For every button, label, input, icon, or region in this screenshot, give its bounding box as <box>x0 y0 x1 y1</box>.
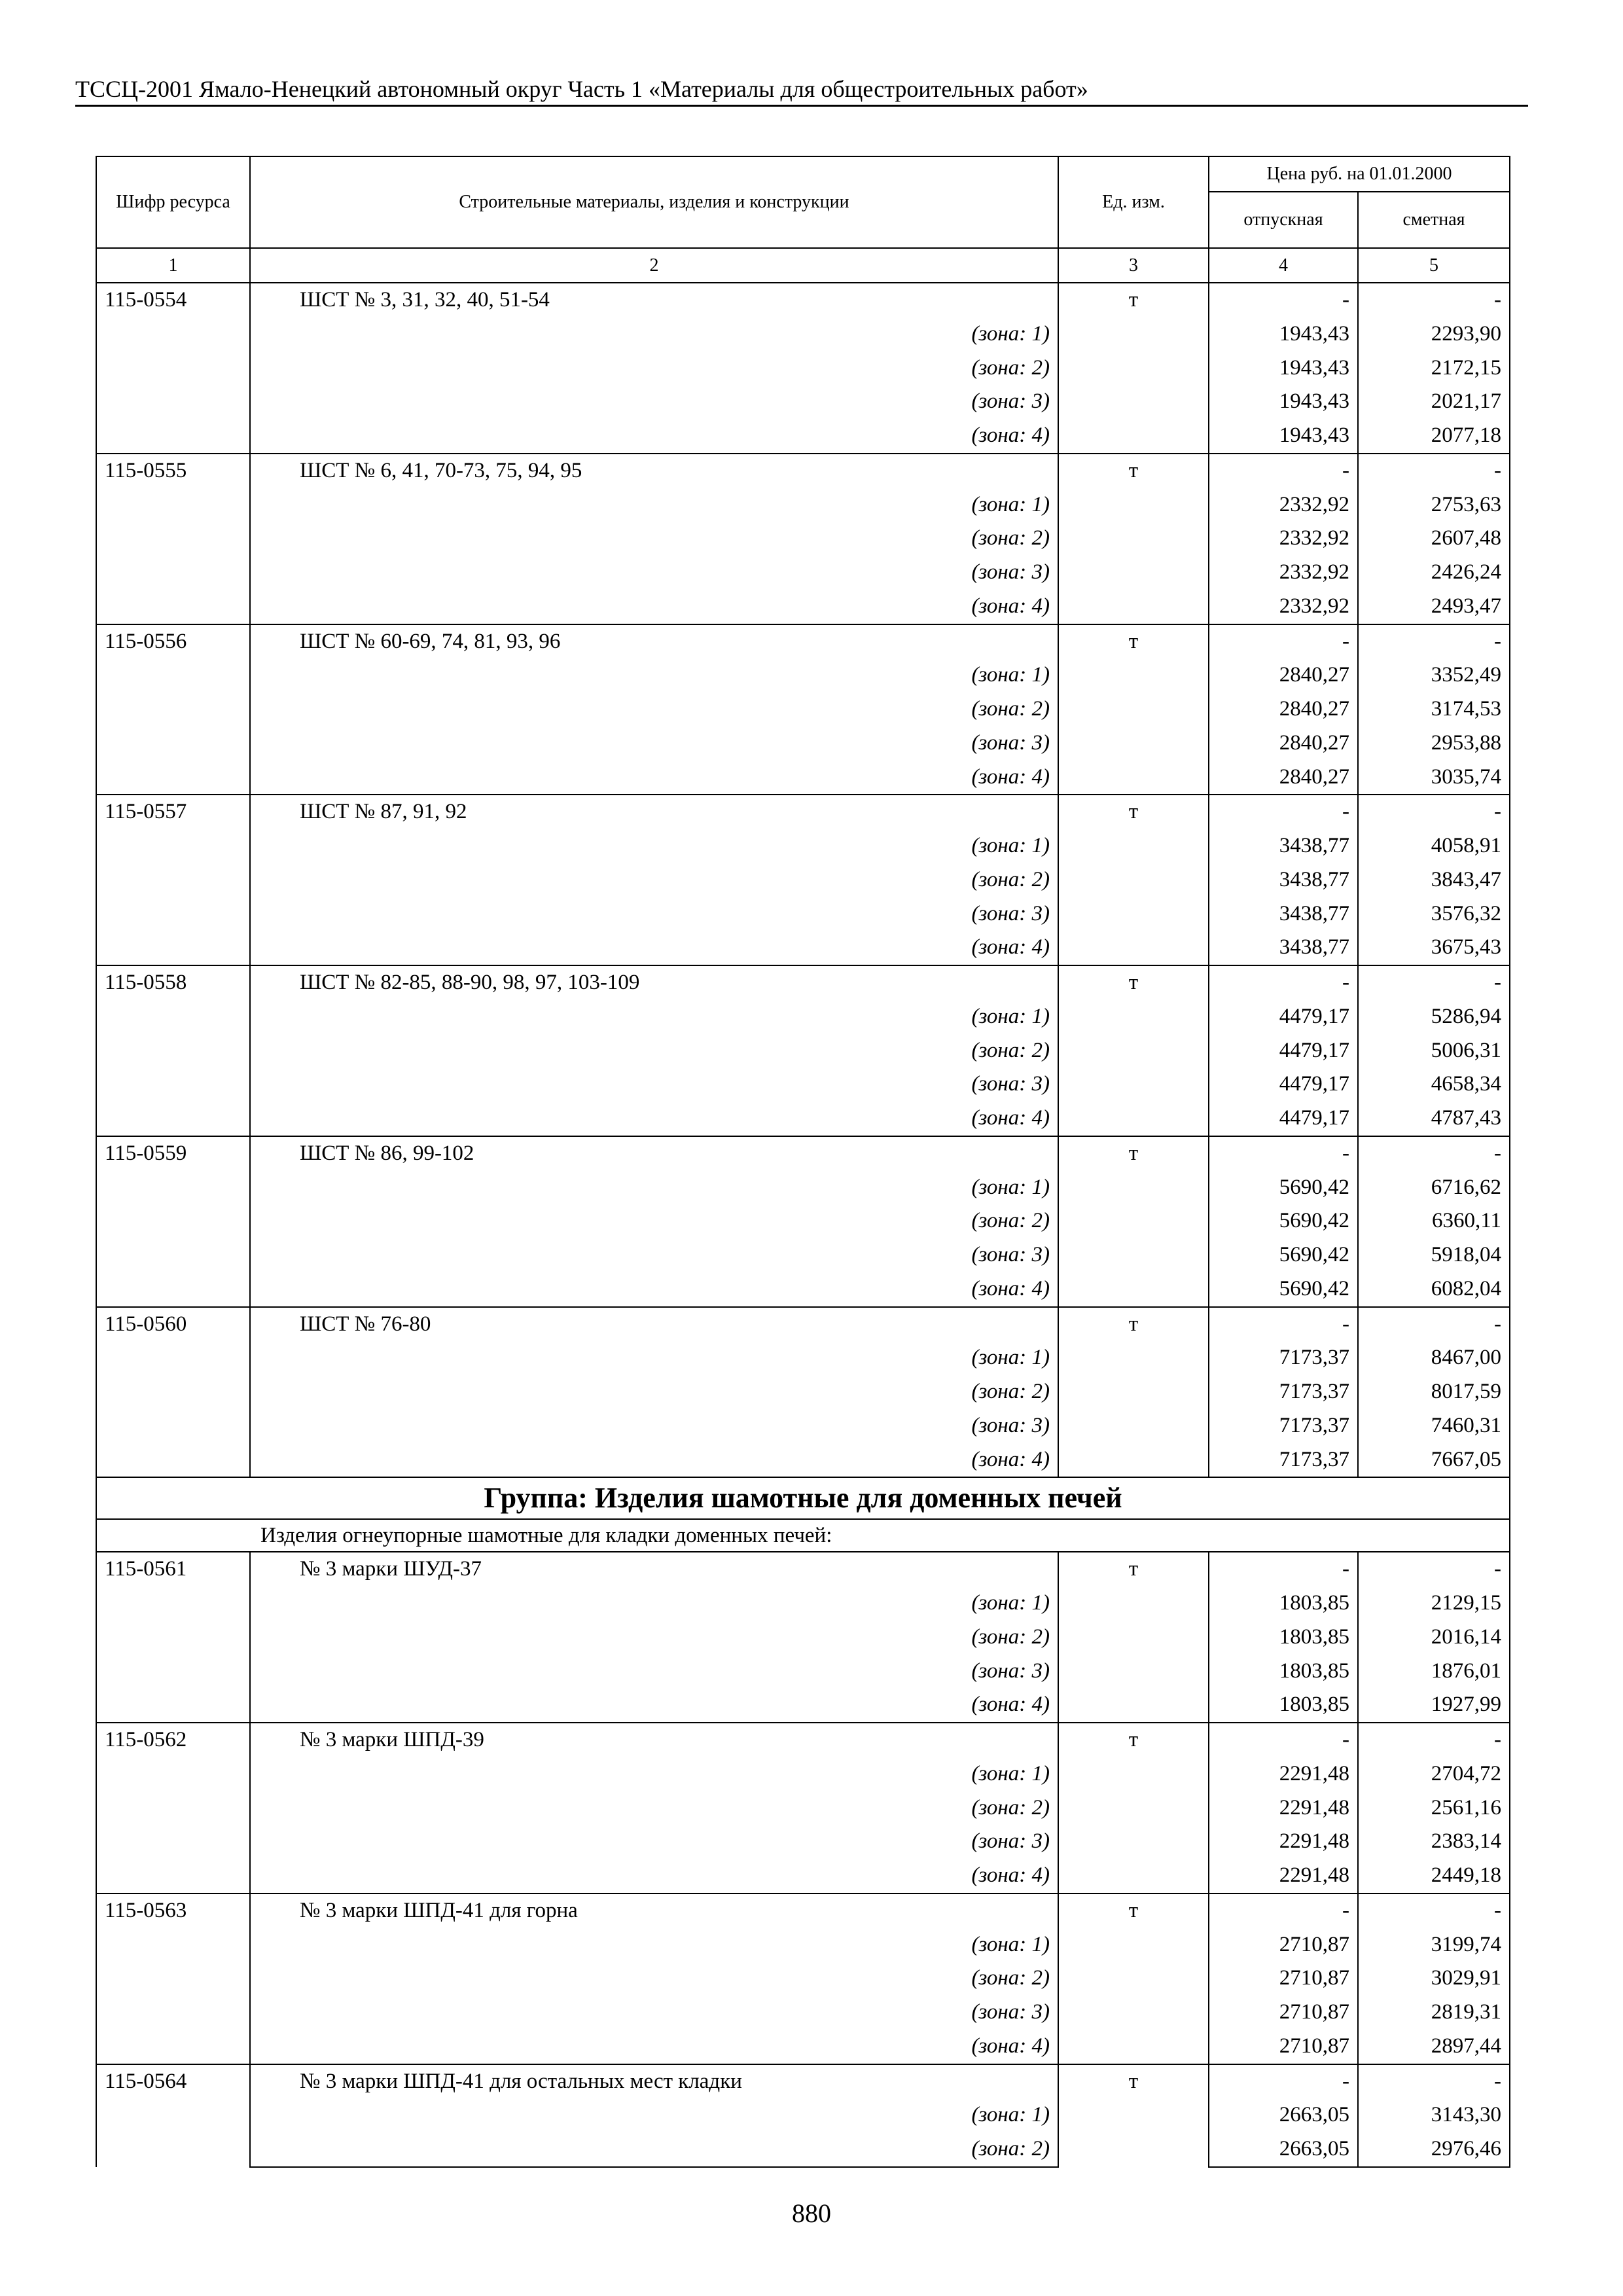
group-heading-row <box>96 1477 1510 1519</box>
resource-unit: т <box>1058 1893 1209 2064</box>
release-price: - <box>1209 1893 1358 1928</box>
header-name: Строительные материалы, изделия и конструкции <box>250 156 1058 248</box>
column-number-row <box>96 248 1510 283</box>
estimate-price: 6716,62 <box>1358 1171 1510 1205</box>
estimate-price: - <box>1358 1723 1510 1757</box>
release-price: 7173,37 <box>1209 1341 1358 1375</box>
estimate-price: - <box>1358 283 1510 317</box>
zone-row <box>96 419 1510 454</box>
resource-unit: т <box>1058 283 1209 454</box>
estimate-price: 7460,31 <box>1358 1409 1510 1443</box>
zone-label: (зона: 1) <box>250 488 1058 522</box>
estimate-price: - <box>1358 1136 1510 1171</box>
zone-row <box>96 931 1510 965</box>
release-price: 7173,37 <box>1209 1375 1358 1409</box>
release-price: 7173,37 <box>1209 1443 1358 1478</box>
resource-name: № 3 марки ШПД-39 <box>250 1723 1058 1757</box>
release-price: 2710,87 <box>1209 1996 1358 2030</box>
release-price: 5690,42 <box>1209 1204 1358 1238</box>
column-number: 3 <box>1058 248 1209 283</box>
zone-label: (зона: 3) <box>250 1067 1058 1102</box>
resource-row <box>96 624 1510 659</box>
release-price: - <box>1209 1136 1358 1171</box>
zone-label: (зона: 1) <box>250 1928 1058 1962</box>
estimate-price: 4658,34 <box>1358 1067 1510 1102</box>
zone-label: (зона: 1) <box>250 1587 1058 1621</box>
release-price: 3438,77 <box>1209 897 1358 931</box>
subheading: Изделия огнеупорные шамотные для кладки доменных печей: <box>96 1519 1510 1552</box>
zone-label: (зона: 4) <box>250 2030 1058 2064</box>
estimate-price: 2016,14 <box>1358 1621 1510 1655</box>
zone-label: (зона: 2) <box>250 1962 1058 1996</box>
release-price: 2840,27 <box>1209 761 1358 795</box>
resource-name: № 3 марки ШПД-41 для горна <box>250 1893 1058 1928</box>
estimate-price: 2607,48 <box>1358 522 1510 556</box>
release-price: 2332,92 <box>1209 488 1358 522</box>
resource-row <box>96 1552 1510 1587</box>
zone-row <box>96 1587 1510 1621</box>
zone-label: (зона: 2) <box>250 1621 1058 1655</box>
column-number: 5 <box>1358 248 1510 283</box>
header-estimate-price: сметная <box>1358 192 1510 248</box>
column-number: 1 <box>96 248 250 283</box>
estimate-price: 2172,15 <box>1358 351 1510 386</box>
resource-code: 115-0563 <box>96 1893 250 2064</box>
zone-row <box>96 1102 1510 1136</box>
zone-label: (зона: 2) <box>250 1034 1058 1068</box>
estimate-price: 2129,15 <box>1358 1587 1510 1621</box>
release-price: 3438,77 <box>1209 863 1358 897</box>
estimate-price: 5918,04 <box>1358 1238 1510 1272</box>
release-price: 1803,85 <box>1209 1587 1358 1621</box>
estimate-price: 2426,24 <box>1358 556 1510 590</box>
release-price: 1803,85 <box>1209 1621 1358 1655</box>
zone-row <box>96 1655 1510 1689</box>
release-price: 2291,48 <box>1209 1825 1358 1859</box>
zone-row <box>96 522 1510 556</box>
release-price: 1943,43 <box>1209 419 1358 454</box>
header-rule <box>75 105 1528 107</box>
resource-code: 115-0557 <box>96 795 250 965</box>
zone-label: (зона: 1) <box>250 2098 1058 2132</box>
release-price: 1943,43 <box>1209 351 1358 386</box>
release-price: 2710,87 <box>1209 1928 1358 1962</box>
estimate-price: 2493,47 <box>1358 590 1510 624</box>
estimate-price: 7667,05 <box>1358 1443 1510 1478</box>
release-price: 2840,27 <box>1209 658 1358 692</box>
estimate-price: 2077,18 <box>1358 419 1510 454</box>
estimate-price: 2819,31 <box>1358 1996 1510 2030</box>
column-number: 2 <box>250 248 1058 283</box>
resource-unit: т <box>1058 1307 1209 1478</box>
estimate-price: 3199,74 <box>1358 1928 1510 1962</box>
estimate-price: 2976,46 <box>1358 2132 1510 2167</box>
zone-row <box>96 1859 1510 1893</box>
zone-row <box>96 1688 1510 1723</box>
estimate-price: - <box>1358 624 1510 659</box>
release-price: 2291,48 <box>1209 1859 1358 1893</box>
estimate-price: 1927,99 <box>1358 1688 1510 1723</box>
resource-row <box>96 795 1510 829</box>
estimate-price: 2953,88 <box>1358 726 1510 761</box>
resource-code: 115-0554 <box>96 283 250 454</box>
zone-label: (зона: 4) <box>250 1272 1058 1307</box>
release-price: 1943,43 <box>1209 317 1358 351</box>
resource-code: 115-0562 <box>96 1723 250 1893</box>
zone-row <box>96 863 1510 897</box>
release-price: 2710,87 <box>1209 2030 1358 2064</box>
zone-row <box>96 1341 1510 1375</box>
resource-unit: т <box>1058 1723 1209 1893</box>
zone-label: (зона: 4) <box>250 419 1058 454</box>
zone-row <box>96 488 1510 522</box>
resource-row <box>96 965 1510 1000</box>
estimate-price: 3843,47 <box>1358 863 1510 897</box>
estimate-price: 3029,91 <box>1358 1962 1510 1996</box>
zone-label: (зона: 3) <box>250 1409 1058 1443</box>
resource-code: 115-0558 <box>96 965 250 1136</box>
resource-unit: т <box>1058 965 1209 1136</box>
zone-row <box>96 1000 1510 1034</box>
zone-label: (зона: 2) <box>250 2132 1058 2167</box>
zone-row <box>96 1962 1510 1996</box>
zone-row <box>96 556 1510 590</box>
header-unit: Ед. изм. <box>1058 156 1209 248</box>
estimate-price: 3174,53 <box>1358 692 1510 726</box>
header-release-price: отпускная <box>1209 192 1358 248</box>
zone-label: (зона: 4) <box>250 1102 1058 1136</box>
release-price: 2291,48 <box>1209 1791 1358 1825</box>
resource-row <box>96 1307 1510 1342</box>
zone-label: (зона: 1) <box>250 658 1058 692</box>
zone-label: (зона: 4) <box>250 1443 1058 1478</box>
zone-row <box>96 2098 1510 2132</box>
zone-label: (зона: 2) <box>250 863 1058 897</box>
zone-row <box>96 1375 1510 1409</box>
header-code: Шифр ресурса <box>96 156 250 248</box>
estimate-price: 3576,32 <box>1358 897 1510 931</box>
release-price: 5690,42 <box>1209 1171 1358 1205</box>
zone-row <box>96 2132 1510 2167</box>
zone-label: (зона: 3) <box>250 1825 1058 1859</box>
resource-unit: т <box>1058 795 1209 965</box>
zone-row <box>96 658 1510 692</box>
estimate-price: 3035,74 <box>1358 761 1510 795</box>
release-price: - <box>1209 1552 1358 1587</box>
zone-label: (зона: 1) <box>250 1757 1058 1791</box>
resource-name: ШСТ № 82-85, 88-90, 98, 97, 103-109 <box>250 965 1058 1000</box>
estimate-price: 2449,18 <box>1358 1859 1510 1893</box>
resource-code: 115-0560 <box>96 1307 250 1478</box>
zone-row <box>96 1791 1510 1825</box>
header-price-group: Цена руб. на 01.01.2000 <box>1209 156 1510 192</box>
zone-row <box>96 1238 1510 1272</box>
release-price: 4479,17 <box>1209 1067 1358 1102</box>
zone-label: (зона: 2) <box>250 692 1058 726</box>
release-price: 2663,05 <box>1209 2132 1358 2167</box>
zone-label: (зона: 4) <box>250 931 1058 965</box>
estimate-price: 6082,04 <box>1358 1272 1510 1307</box>
zone-label: (зона: 1) <box>250 829 1058 863</box>
resource-name: № 3 марки ШУД-37 <box>250 1552 1058 1587</box>
zone-label: (зона: 3) <box>250 1996 1058 2030</box>
resource-code: 115-0555 <box>96 454 250 624</box>
estimate-price: 2021,17 <box>1358 385 1510 419</box>
estimate-price: - <box>1358 965 1510 1000</box>
zone-label: (зона: 4) <box>250 1688 1058 1723</box>
estimate-price: - <box>1358 1552 1510 1587</box>
release-price: 2332,92 <box>1209 590 1358 624</box>
document-header-title: ТССЦ-2001 Ямало-Ненецкий автономный округ Часть 1 «Материалы для общестроительных работ» <box>75 76 1088 102</box>
release-price: 2840,27 <box>1209 726 1358 761</box>
resource-unit: т <box>1058 1136 1209 1307</box>
resource-unit: т <box>1058 1552 1209 1723</box>
release-price: 2291,48 <box>1209 1757 1358 1791</box>
resource-name: ШСТ № 6, 41, 70-73, 75, 94, 95 <box>250 454 1058 488</box>
estimate-price: 3675,43 <box>1358 931 1510 965</box>
resource-row <box>96 283 1510 317</box>
resource-name: ШСТ № 86, 99-102 <box>250 1136 1058 1171</box>
resource-code: 115-0564 <box>96 2064 250 2167</box>
resource-row <box>96 454 1510 488</box>
zone-label: (зона: 1) <box>250 317 1058 351</box>
zone-label: (зона: 1) <box>250 1341 1058 1375</box>
estimate-price: 2383,14 <box>1358 1825 1510 1859</box>
estimate-price: 2897,44 <box>1358 2030 1510 2064</box>
zone-row <box>96 761 1510 795</box>
resource-unit: т <box>1058 454 1209 624</box>
zone-row <box>96 1928 1510 1962</box>
resource-row <box>96 1136 1510 1171</box>
zone-row <box>96 726 1510 761</box>
release-price: 2332,92 <box>1209 556 1358 590</box>
zone-label: (зона: 3) <box>250 726 1058 761</box>
zone-row <box>96 897 1510 931</box>
zone-label: (зона: 2) <box>250 1204 1058 1238</box>
release-price: 5690,42 <box>1209 1272 1358 1307</box>
release-price: 2332,92 <box>1209 522 1358 556</box>
zone-label: (зона: 4) <box>250 1859 1058 1893</box>
release-price: - <box>1209 283 1358 317</box>
zone-row <box>96 1034 1510 1068</box>
release-price: 4479,17 <box>1209 1000 1358 1034</box>
zone-row <box>96 1996 1510 2030</box>
estimate-price: 5286,94 <box>1358 1000 1510 1034</box>
zone-row <box>96 1825 1510 1859</box>
resource-code: 115-0559 <box>96 1136 250 1307</box>
zone-label: (зона: 3) <box>250 897 1058 931</box>
estimate-price: 3352,49 <box>1358 658 1510 692</box>
zone-row <box>96 1443 1510 1478</box>
zone-label: (зона: 2) <box>250 351 1058 386</box>
estimate-price: 8467,00 <box>1358 1341 1510 1375</box>
release-price: 4479,17 <box>1209 1102 1358 1136</box>
resource-code: 115-0556 <box>96 624 250 795</box>
zone-row <box>96 590 1510 624</box>
zone-label: (зона: 2) <box>250 1791 1058 1825</box>
release-price: - <box>1209 454 1358 488</box>
zone-label: (зона: 4) <box>250 590 1058 624</box>
release-price: - <box>1209 1723 1358 1757</box>
estimate-price: 2753,63 <box>1358 488 1510 522</box>
price-table <box>96 156 1510 2168</box>
release-price: - <box>1209 965 1358 1000</box>
column-number: 4 <box>1209 248 1358 283</box>
zone-label: (зона: 1) <box>250 1171 1058 1205</box>
estimate-price: 4787,43 <box>1358 1102 1510 1136</box>
release-price: 2840,27 <box>1209 692 1358 726</box>
resource-name: ШСТ № 3, 31, 32, 40, 51-54 <box>250 283 1058 317</box>
resource-row <box>96 1893 1510 1928</box>
estimate-price: 1876,01 <box>1358 1655 1510 1689</box>
release-price: 3438,77 <box>1209 829 1358 863</box>
zone-row <box>96 1067 1510 1102</box>
zone-row <box>96 829 1510 863</box>
estimate-price: - <box>1358 1307 1510 1342</box>
resource-unit: т <box>1058 624 1209 795</box>
estimate-price: 8017,59 <box>1358 1375 1510 1409</box>
release-price: - <box>1209 624 1358 659</box>
release-price: - <box>1209 1307 1358 1342</box>
group-heading: Группа: Изделия шамотные для доменных печей <box>96 1477 1510 1519</box>
estimate-price: - <box>1358 1893 1510 1928</box>
resource-name: ШСТ № 87, 91, 92 <box>250 795 1058 829</box>
release-price: 1803,85 <box>1209 1688 1358 1723</box>
zone-label: (зона: 2) <box>250 522 1058 556</box>
release-price: 1943,43 <box>1209 385 1358 419</box>
zone-row <box>96 1621 1510 1655</box>
zone-row <box>96 1171 1510 1205</box>
release-price: 3438,77 <box>1209 931 1358 965</box>
zone-label: (зона: 3) <box>250 385 1058 419</box>
zone-row <box>96 1272 1510 1307</box>
resource-code: 115-0561 <box>96 1552 250 1723</box>
estimate-price: - <box>1358 795 1510 829</box>
release-price: 1803,85 <box>1209 1655 1358 1689</box>
resource-name: ШСТ № 60-69, 74, 81, 93, 96 <box>250 624 1058 659</box>
estimate-price: 3143,30 <box>1358 2098 1510 2132</box>
estimate-price: - <box>1358 454 1510 488</box>
zone-label: (зона: 2) <box>250 1375 1058 1409</box>
zone-label: (зона: 3) <box>250 1238 1058 1272</box>
resource-row <box>96 2064 1510 2099</box>
subheading-row <box>96 1519 1510 1552</box>
zone-label: (зона: 1) <box>250 1000 1058 1034</box>
zone-row <box>96 1757 1510 1791</box>
release-price: 2663,05 <box>1209 2098 1358 2132</box>
zone-row <box>96 385 1510 419</box>
release-price: 5690,42 <box>1209 1238 1358 1272</box>
zone-row <box>96 317 1510 351</box>
estimate-price: 4058,91 <box>1358 829 1510 863</box>
resource-row <box>96 1723 1510 1757</box>
estimate-price: 2561,16 <box>1358 1791 1510 1825</box>
zone-row <box>96 1409 1510 1443</box>
release-price: 7173,37 <box>1209 1409 1358 1443</box>
resource-name: № 3 марки ШПД-41 для остальных мест кладки <box>250 2064 1058 2099</box>
release-price: 4479,17 <box>1209 1034 1358 1068</box>
release-price: - <box>1209 795 1358 829</box>
zone-label: (зона: 3) <box>250 556 1058 590</box>
release-price: 2710,87 <box>1209 1962 1358 1996</box>
estimate-price: 2293,90 <box>1358 317 1510 351</box>
zone-row <box>96 351 1510 386</box>
zone-label: (зона: 3) <box>250 1655 1058 1689</box>
zone-row <box>96 2030 1510 2064</box>
resource-name: ШСТ № 76-80 <box>250 1307 1058 1342</box>
page-number: 880 <box>792 2198 831 2228</box>
estimate-price: - <box>1358 2064 1510 2099</box>
table-body <box>96 283 1510 2167</box>
estimate-price: 2704,72 <box>1358 1757 1510 1791</box>
estimate-price: 6360,11 <box>1358 1204 1510 1238</box>
zone-row <box>96 1204 1510 1238</box>
zone-row <box>96 692 1510 726</box>
zone-label: (зона: 4) <box>250 761 1058 795</box>
estimate-price: 5006,31 <box>1358 1034 1510 1068</box>
release-price: - <box>1209 2064 1358 2099</box>
resource-unit: т <box>1058 2064 1209 2167</box>
